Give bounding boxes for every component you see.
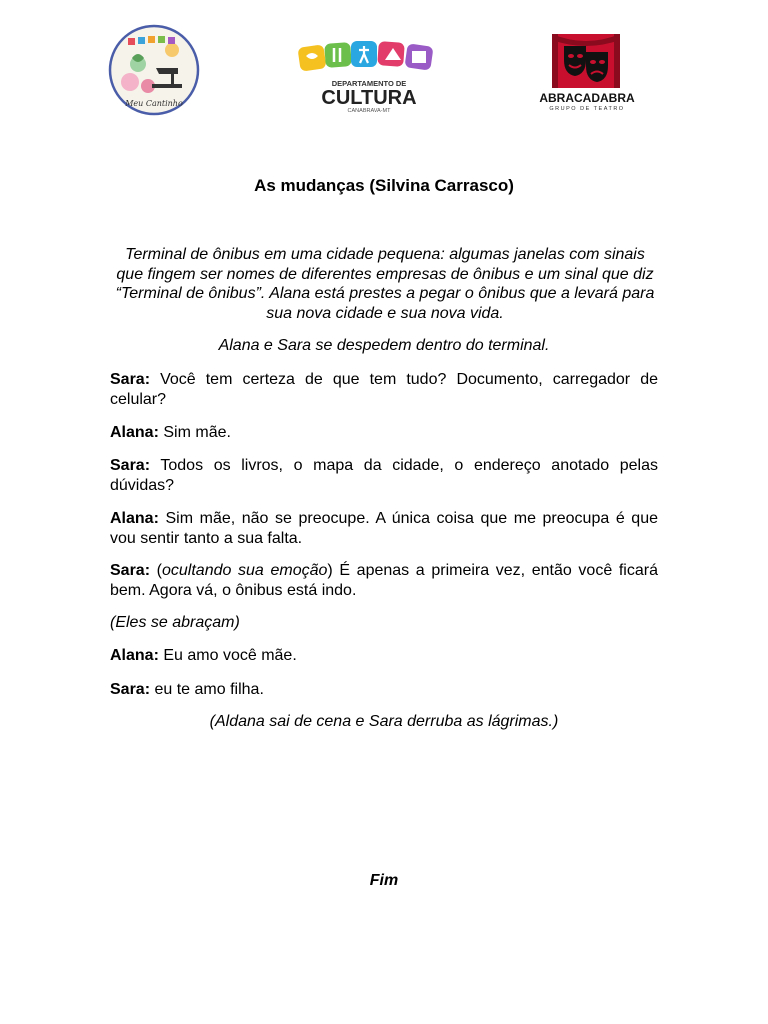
svg-text:CANABRAVA-MT: CANABRAVA-MT [347,108,391,114]
dialogue-line [110,423,658,443]
dialogue-text: Todos os livros, o mapa da cidade, o endereço anotado pelas dúvidas? [110,457,659,494]
speaker-name: Sara: [110,562,151,579]
dialogue-text: eu te amo filha. [154,681,264,698]
opening-stage-direction: Terminal de ônibus em uma cidade pequena: algumas janelas com sinais que fingem ser nomes de diferentes empresas de ônibus e um sinal que diz “Terminal de ônibus”. Alana está prestes a pegar o ônibus que a levará para sua nova cidade e sua nova vida. [115,246,655,322]
speaker-name: Alana: [110,510,159,527]
meu-cantinho-logo [108,24,200,116]
dialogue-line [110,370,658,409]
dialogue-line [110,646,658,666]
speaker-name: Sara: [110,457,151,474]
play-title: As mudanças (Silvina Carrasco) [254,176,514,195]
svg-text:DEPARTAMENTO DE: DEPARTAMENTO DE [331,79,407,88]
speaker-name: Alana: [110,647,159,664]
dialogue-line [110,509,658,548]
dialogue-line [110,680,658,700]
cultura-department-logo [296,36,442,114]
dialogue-text: Sim mãe, não se preocupe. A única coisa que me preocupa é que vou sentir tanto a sua falta. [110,510,658,547]
dialogue-text: É apenas a primeira vez, então você ficará bem. Agora vá, o ônibus está indo. [110,562,658,599]
speaker-name: Alana: [110,424,159,441]
closing-stage-direction: (Aldana sai de cena e Sara derruba as lágrimas.) [209,713,559,730]
aside-direction: ocultando sua emoção [162,562,328,579]
svg-text:Meu Cantinho: Meu Cantinho [125,99,183,108]
svg-text:CULTURA: CULTURA [321,87,417,109]
aside-line: (Eles se abraçam) [110,614,240,631]
dialogue-line: Sara: (ocultando sua emoção) É apenas a primeira vez, então você ficará bem. Agora vá, o ônibus está indo. [110,562,658,599]
dialogue-line [110,456,658,495]
end-marker: Fim [369,872,399,889]
farewell-stage-direction: Alana e Sara se despedem dentro do terminal. [218,337,550,354]
speaker-name: Sara: [110,681,151,698]
abracadabra-theatre-logo [534,32,640,112]
dialogue-text: Sim mãe. [163,424,231,441]
dialogue-text: Você tem certeza de que tem tudo? Documento, carregador de celular? [110,371,658,408]
svg-text:GRUPO DE TEATRO: GRUPO DE TEATRO [549,106,625,112]
svg-text:ABRACADABRA: ABRACADABRA [539,91,635,105]
speaker-name: Sara: [110,371,151,388]
dialogue-text: Eu amo você mãe. [163,647,297,664]
